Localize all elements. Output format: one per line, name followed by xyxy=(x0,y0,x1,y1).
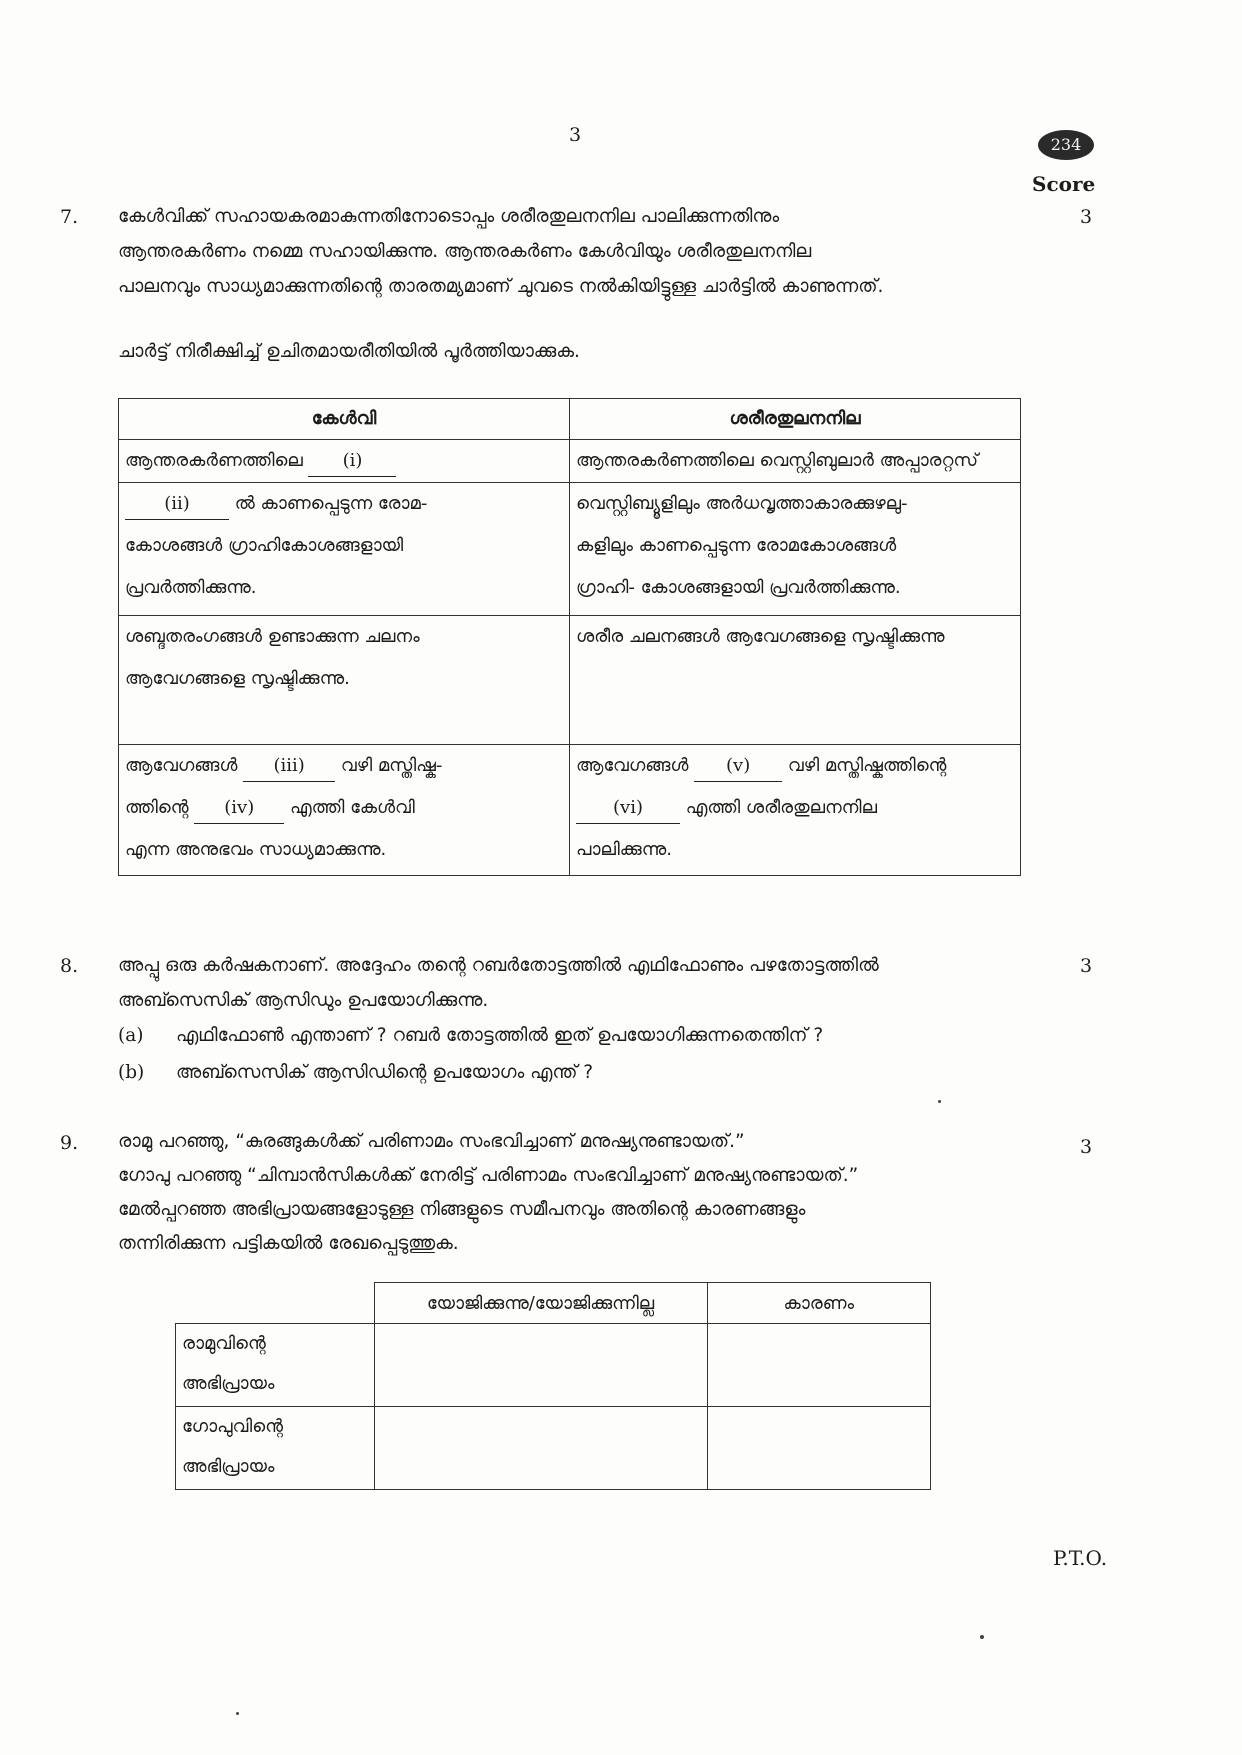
pto-label: P.T.O. xyxy=(1053,1546,1108,1570)
table-cell xyxy=(119,483,570,616)
question-9-number: 9. xyxy=(60,1132,79,1154)
question-8a-text: എഥിഫോൺ എന്താണ് ? റബർ തോട്ടത്തിൽ ഇത് ഉപയോഗിക്കുന്നതെന്തിന് ? xyxy=(176,1025,824,1046)
question-9-line: രാമു പറഞ്ഞു, “കുരങ്ങുകൾക്ക് പരിണാമം സംഭവിച്ചാണ് മനുഷ്യനുണ്ടായത്.” xyxy=(118,1131,745,1152)
question-8-line: അബ്സെസിക് ആസിഡും ഉപയോഗിക്കുന്നു. xyxy=(118,990,489,1011)
column-header-reason: കാരണം xyxy=(707,1283,931,1324)
table-row xyxy=(119,745,1021,876)
question-7-instruction: ചാർട്ട് നിരീക്ഷിച്ച് ഉചിതമായരീതിയിൽ പൂർത്തിയാക്കുക. xyxy=(118,341,580,362)
blank-iv: (iv) xyxy=(194,793,284,824)
table-cell xyxy=(119,616,570,745)
table-row xyxy=(119,440,1021,483)
cell-text: കളിലും കാണപ്പെടുന്ന രോമകോശങ്ങൾ xyxy=(576,535,897,556)
question-8-text xyxy=(118,948,1038,1018)
question-9-marks: 3 xyxy=(1080,1136,1093,1158)
table-cell xyxy=(119,440,570,483)
cell-text: അഭിപ്രായം xyxy=(182,1373,275,1394)
table-row xyxy=(176,1324,931,1407)
answer-cell[interactable] xyxy=(707,1407,931,1490)
blank-v: (v) xyxy=(694,751,782,782)
table-cell: ആന്തരകർണത്തിലെ വെസ്റ്റിബുലാർ അപ്പാരറ്റസ് xyxy=(570,440,1021,483)
table-cell xyxy=(570,483,1021,616)
scan-speck xyxy=(980,1635,984,1639)
question-8-number: 8. xyxy=(60,955,79,977)
row-label-gopu xyxy=(176,1407,375,1490)
question-8-line: അപ്പു ഒരു കർഷകനാണ്. അദ്ദേഹം തന്റെ റബർതോട്ടത്തിൽ എഥിഫോണും പഴതോട്ടത്തിൽ xyxy=(118,955,879,976)
code-badge: 234 xyxy=(1038,130,1094,160)
table-cell xyxy=(570,745,1021,876)
question-7-text xyxy=(118,199,1038,304)
cell-text: എത്തി ശരീരതുലനനില xyxy=(685,797,877,818)
question-8a-label: (a) xyxy=(118,1025,144,1046)
cell-text: അഭിപ്രായം xyxy=(182,1456,275,1477)
row-label-ramu xyxy=(176,1324,375,1407)
column-header-agree: യോജിക്കുന്നു/യോജിക്കുന്നില്ല xyxy=(374,1283,707,1324)
cell-text: രാമുവിന്റെ xyxy=(182,1333,266,1354)
cell-text: ഗോപുവിന്റെ xyxy=(182,1416,283,1437)
table-cell: ശരീര ചലനങ്ങൾ ആവേഗങ്ങളെ സൃഷ്ടിക്കുന്നു xyxy=(570,616,1021,745)
cell-text: പ്രവർത്തിക്കുന്നു. xyxy=(125,577,257,598)
cell-text: ആന്തരകർണത്തിലെ xyxy=(125,450,303,471)
question-9-line: ഗോപു പറഞ്ഞു “ചിമ്പാൻസികൾക്ക് നേരിട്ട് പരിണാമം സംഭവിച്ചാണ് മനുഷ്യനുണ്ടായത്.” xyxy=(118,1165,859,1186)
answer-cell[interactable] xyxy=(374,1324,707,1407)
question-7-number: 7. xyxy=(60,206,79,228)
blank-i: (i) xyxy=(308,446,396,477)
cell-text: ഗ്രാഹി- കോശങ്ങളായി പ്രവർത്തിക്കുന്നു. xyxy=(576,577,901,598)
question-8-marks: 3 xyxy=(1080,955,1093,977)
cell-text: വഴി മസ്തിഷ്കത്തിന്റെ xyxy=(787,755,947,776)
cell-text: ആവേഗങ്ങളെ സൃഷ്ടിക്കുന്നു. xyxy=(125,668,350,689)
cell-text: വെസ്റ്റിബ്യൂളിലും അർധവൃത്താകാരക്കുഴലു- xyxy=(576,493,908,514)
cell-text: കോശങ്ങൾ ഗ്രാഹികോശങ്ങളായി xyxy=(125,535,404,556)
cell-text: പാലിക്കുന്നു. xyxy=(576,839,672,860)
page-number: 3 xyxy=(568,124,582,146)
table-header-row xyxy=(176,1283,931,1324)
question-9-line: തന്നിരിക്കുന്ന പട്ടികയിൽ രേഖപ്പെടുത്തുക. xyxy=(118,1233,459,1254)
column-header-balance: ശരീരതുലനനില xyxy=(570,399,1021,440)
empty-corner-cell xyxy=(176,1283,375,1324)
cell-text: ആവേഗങ്ങൾ xyxy=(125,755,238,776)
blank-iii: (iii) xyxy=(243,751,335,782)
question-8b-text: അബ്സെസിക് ആസിഡിന്റെ ഉപയോഗം എന്ത് ? xyxy=(176,1062,594,1083)
table-cell xyxy=(119,745,570,876)
question-9-line: മേൽപ്പറഞ്ഞ അഭിപ്രായങ്ങളോടുള്ള നിങ്ങളുടെ സമീപനവും അതിന്റെ കാരണങ്ങളും xyxy=(118,1199,806,1220)
question-9-text xyxy=(118,1125,1038,1261)
column-header-hearing: കേൾവി xyxy=(119,399,570,440)
answer-cell[interactable] xyxy=(374,1407,707,1490)
question-7-line: പാലനവും സാധ്യമാക്കുന്നതിന്റെ താരതമ്യമാണ് ചുവടെ നൽകിയിട്ടുള്ള ചാർട്ടിൽ കാണുന്നത്. xyxy=(118,276,884,297)
table-row xyxy=(176,1407,931,1490)
score-label: Score xyxy=(1032,172,1096,196)
question-7-line: കേൾവിക്ക് സഹായകരമാകുന്നതിനോടൊപ്പം ശരീരതുലനനില പാലിക്കുന്നതിനും xyxy=(118,206,780,227)
scan-speck xyxy=(938,1100,941,1103)
opinion-table xyxy=(175,1282,931,1490)
table-header-row xyxy=(119,399,1021,440)
question-8b-label: (b) xyxy=(118,1062,145,1083)
cell-text: ശബ്ദതരംഗങ്ങൾ ഉണ്ടാക്കുന്ന ചലനം xyxy=(125,626,420,647)
table-row xyxy=(119,616,1021,745)
blank-vi: (vi) xyxy=(576,793,680,824)
table-row xyxy=(119,483,1021,616)
question-7-marks: 3 xyxy=(1080,206,1093,228)
cell-text: എന്ന അനുഭവം സാധ്യമാക്കുന്നു. xyxy=(125,839,387,860)
comparison-table xyxy=(118,398,1021,876)
scan-speck xyxy=(236,1712,239,1715)
answer-cell[interactable] xyxy=(707,1324,931,1407)
question-7-line: ആന്തരകർണം നമ്മെ സഹായിക്കുന്നു. ആന്തരകർണം കേൾവിയും ശരീരതുലനനില xyxy=(118,241,812,262)
cell-text: എത്തി കേൾവി xyxy=(290,797,415,818)
cell-text: വഴി മസ്തിഷ്ക- xyxy=(340,755,443,776)
cell-text: ആവേഗങ്ങൾ xyxy=(576,755,689,776)
cell-text: ത്തിന്റെ xyxy=(125,797,189,818)
blank-ii: (ii) xyxy=(125,489,229,520)
cell-text: ൽ കാണപ്പെടുന്ന രോമ- xyxy=(234,493,428,514)
